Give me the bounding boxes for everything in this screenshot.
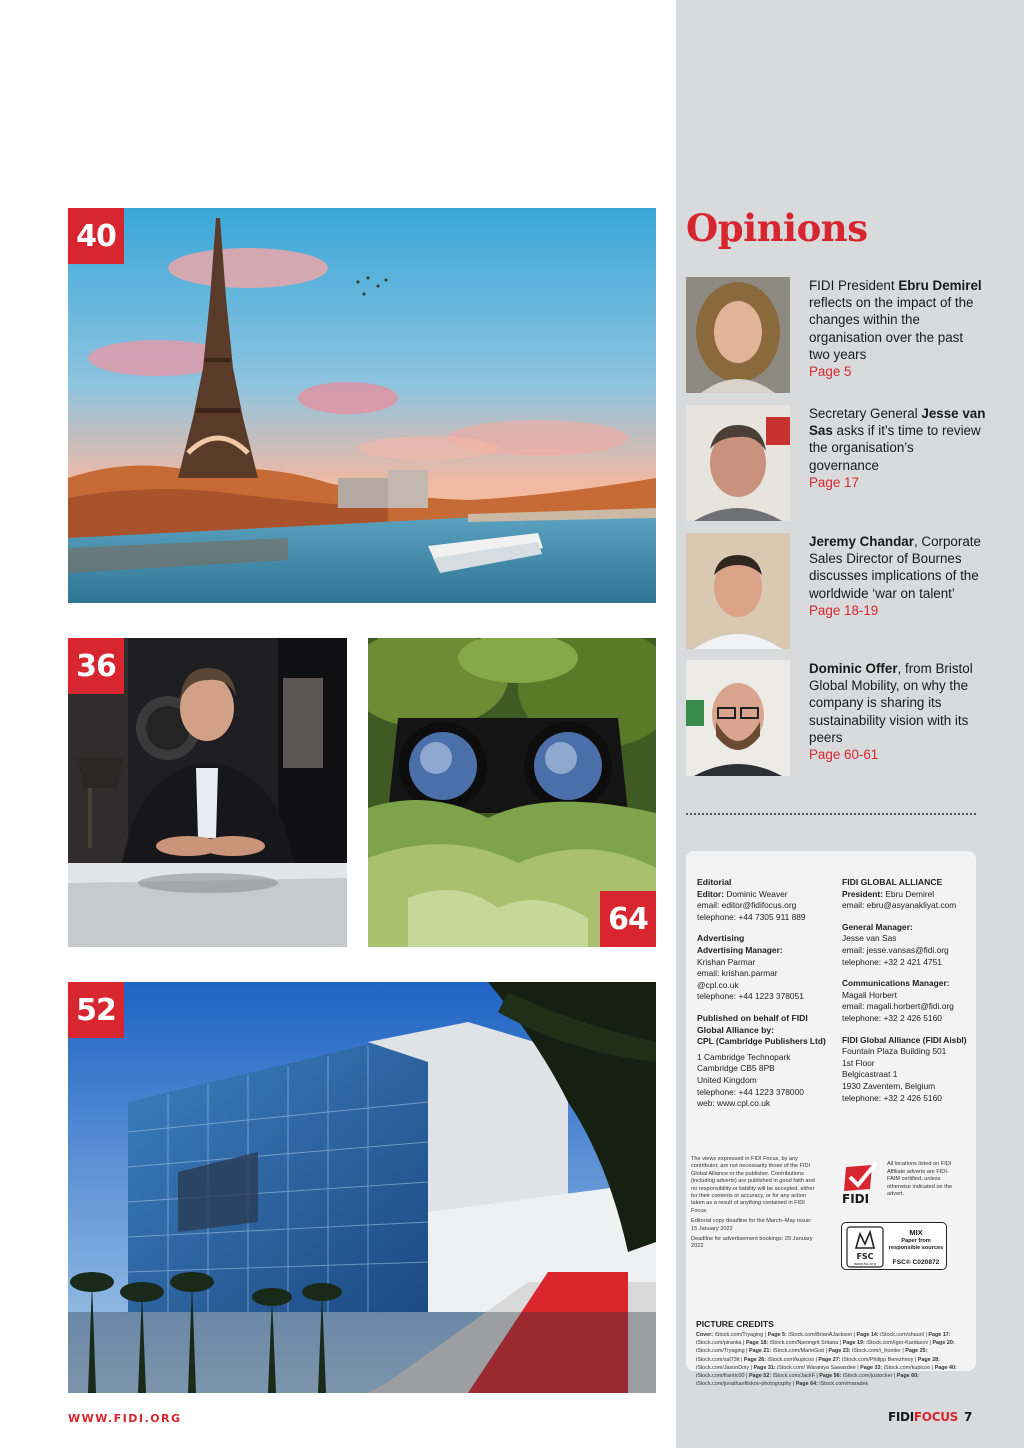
opinion-item-chandar[interactable] (686, 533, 986, 649)
page-link: Page 17 (809, 474, 859, 490)
opinion-text: Jeremy Chandar, Corporate Sales Director of Bournes discusses implications of the worldwide ‘war on talent’ Page 18-19 (809, 533, 987, 619)
page-link: Page 18-19 (809, 602, 879, 618)
credit-entry: Page 19: iStock.com/Igor-Kardasov (842, 1340, 929, 1347)
page-number: 7 (963, 1410, 973, 1424)
opinion-text: Dominic Offer, from Bristol Global Mobility, on why the company is sharing its sustainability vision with its peers Page 60-61 (809, 660, 987, 763)
dotted-divider (686, 813, 976, 815)
fsc-code: FSC® C020872 (892, 1259, 940, 1266)
fsc-url-text: www.fsc.org (854, 1262, 876, 1266)
picture-credits-list: Cover: iStock.com/Tryaging | Page 5: iStock.com/BrianAJackson | Page 14: iStock.com/shaunl | Page 17: iStock.com/piranka | Page 18: iStock.com/Narongrit Sritana | Page 19: iStock.com/Igor-Kardasov | Page 20: iStock.com/Tryaging | Page 21: iStock.com/MarioGuti | Page 23: iStock.com/i_frontier | Page 25: iStock.com/sal73it | Page 26: iStock.com/kupicoo | Page 27: iStock.com/Philipp Berezhnoy | Page 28: iStock.com/JasonDoiy | Page 31: iStock.com/ Waraniya Sawasdee | Page 33: iStock.com/kupicoo | Page 40: iStock.com/frantic00 | Page 52: iStock.com/JackF | Page 56: iStock.com/justocker | Page 60: iStock.com/jonathanfilskov-photography | Page 64: iStock.com/maradek (696, 1332, 957, 1388)
fidi-logo-text: FIDI (842, 1192, 870, 1205)
opinion-item-offer[interactable] (686, 660, 986, 776)
footer-brand-page (888, 1410, 972, 1424)
credit-entry: Page 18: iStock.com/Narongrit Sritana (745, 1340, 839, 1347)
credit-entry: Page 27: iStock.com/Philipp Berezhnoy (818, 1356, 914, 1363)
fsc-tree-icon (846, 1226, 884, 1268)
palais-building-photo (68, 982, 656, 1393)
page-badge-52: 52 (68, 982, 124, 1038)
fsc-certification-label (841, 1222, 947, 1270)
footer-brand-a: FIDI (888, 1410, 914, 1424)
credit-entry: Page 31: iStock.com/ Waraniya Sawasdee (753, 1364, 856, 1371)
dominic-offer-portrait (686, 660, 790, 776)
picture-credits-heading: PICTURE CREDITS (696, 1319, 774, 1329)
credit-entry: Page 33: iStock.com/kupicoo (860, 1364, 931, 1371)
disclaimer-text: The views expressed in FIDI Focus, by any contributor, are not necessarily those of the FIDI Global Alliance or the publisher. Contributions (including adverts) are published in good faith and no responsibility or liability will be accepted, either for their contents or accuracy, or for any action taken as a result of anything contained in FIDI Focus Editorial copy deadline for the March–May issue: 15 January 2022 Deadline for advertisement bookings: 29 January 2022 (691, 1156, 815, 1250)
opinion-item-demirel[interactable] (686, 277, 986, 393)
opinion-text: Secretary General Jesse van Sas asks if it’s time to review the organisation’s governance Page 17 (809, 406, 986, 490)
credit-entry: Page 28: iStock.com/JasonDoiy (696, 1356, 940, 1371)
masthead-right-column: FIDI GLOBAL ALLIANCE President: Ebru Demirel email: ebru@asyanakliyat.com General Manager: Jesse van Sas email: jesse.vansas@fidi.org telephone: +32 2 421 4751 Communications Manager: Magali Horbert email: magali.horbert@fidi.org telephone: +32 2 426 5160 FIDI Global Alliance (FIDI Aisbl) Fountain Plaza Building 501 1st Floor Belgicastraat 1 1930 Zaventem, Belgium telephone: +32 2 426 5160 (842, 877, 967, 1103)
paris-eiffel-photo (68, 208, 656, 603)
credit-entry: Page 25: iStock.com/sal73it (696, 1348, 928, 1363)
page-link: Page 5 (809, 364, 852, 380)
credit-entry: Page 14: iStock.com/shaunl (856, 1332, 924, 1338)
credit-entry: Page 5: iStock.com/BrianAJackson (767, 1332, 853, 1338)
credit-entry: Page 56: iStock.com/justocker (819, 1373, 893, 1380)
footer-brand-b: FOCUS (913, 1410, 958, 1424)
fidi-logo-icon (840, 1161, 880, 1205)
fsc-logo-text: FSC (856, 1252, 874, 1261)
credit-entry: Page 17: iStock.com/piranka (696, 1332, 951, 1347)
masthead-left-column: Editorial Editor: Dominic Weaver email: editor@fidifocus.org telephone: +44 7305 911 889 Advertising Advertising Manager: Krishan Parmar email: krishan.parmar @cpl.co.uk telephone: +44 1223 378051 Published on behalf of FIDI Global Alliance by: CPL (Cambridge Publishers Ltd) 1 Cambridge Technopark Cambridge CB5 8PB United Kingdom telephone: +44 1223 378000 web: www.cpl.co.uk (697, 877, 826, 1109)
fidi-faim-note: All locations listed on FIDI Affiliate adverts are FIDI-FAIM certified, unless otherwise indicated on the advert. (887, 1161, 952, 1198)
jesse-van-sas-portrait (686, 405, 790, 521)
page-badge-40: 40 (68, 208, 124, 264)
credit-entry: Page 20: iStock.com/Tryaging (696, 1340, 955, 1355)
opinion-text: FIDI President Ebru Demirel reflects on the impact of the changes within the organisation over the past two years Page 5 (809, 277, 987, 380)
credit-entry: Page 26: iStock.com/kupicoo (743, 1356, 814, 1363)
credit-entry: Page 52: iStock.com/JackF (748, 1373, 815, 1380)
credit-entry: Page 23: iStock.com/i_frontier (828, 1348, 901, 1355)
jeremy-chandar-portrait (686, 533, 790, 649)
fsc-mix-label: MIX (909, 1228, 923, 1237)
credit-entry: Page 21: iStock.com/MarioGuti (749, 1348, 824, 1355)
ebru-demirel-portrait (686, 277, 790, 393)
page-link: Page 60-61 (809, 747, 879, 763)
page-badge-36: 36 (68, 638, 124, 694)
fsc-paper-text: Paper from responsible sources (888, 1238, 944, 1251)
credit-entry: Cover: iStock.com/Tryaging (696, 1332, 764, 1338)
footer-website[interactable]: WWW.FIDI.ORG (68, 1412, 182, 1425)
opinion-item-van-sas[interactable] (686, 405, 986, 521)
opinions-heading: Opinions (686, 206, 868, 250)
credit-entry: Page 64: iStock.com/maradek (795, 1381, 869, 1388)
credit-entry: Page 60: iStock.com/jonathanfilskov-photography (696, 1373, 919, 1388)
page-badge-64: 64 (600, 891, 656, 947)
credit-entry: Page 40: iStock.com/frantic00 (696, 1364, 957, 1380)
